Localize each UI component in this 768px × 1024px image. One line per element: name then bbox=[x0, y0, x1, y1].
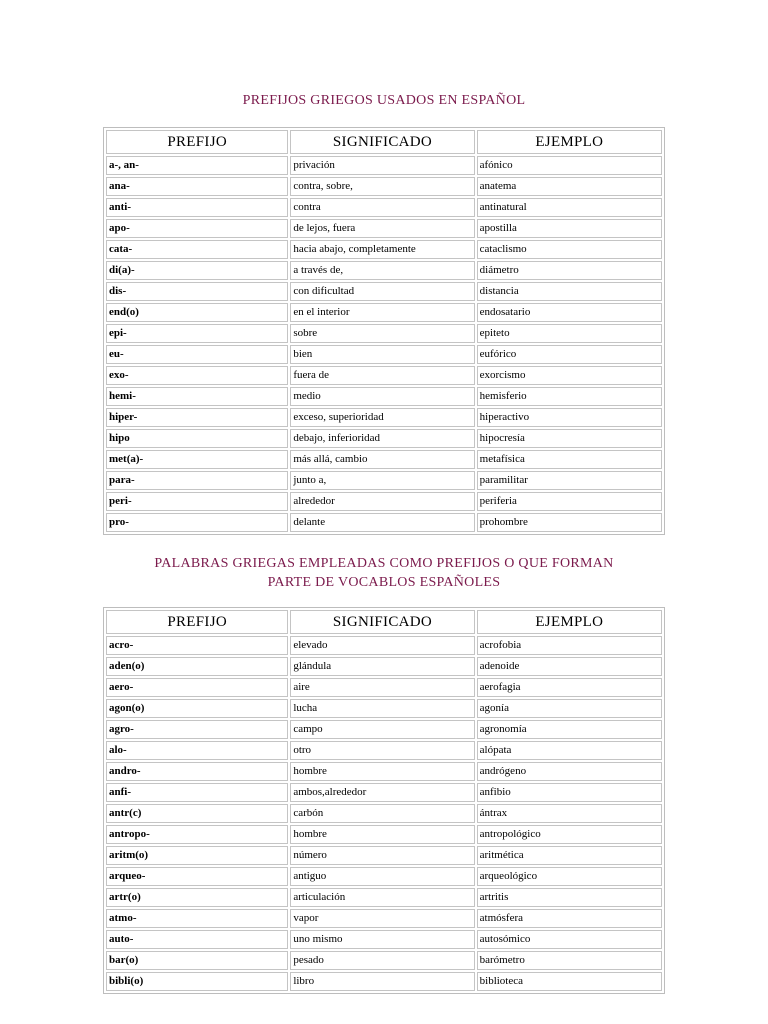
cell-significado: hombre bbox=[290, 762, 474, 781]
cell-ejemplo: paramilitar bbox=[477, 471, 662, 490]
cell-ejemplo: cataclismo bbox=[477, 240, 662, 259]
table-row bbox=[106, 366, 662, 385]
cell-ejemplo: agonía bbox=[477, 699, 662, 718]
cell-prefijo: para- bbox=[106, 471, 288, 490]
table-row bbox=[106, 198, 662, 217]
cell-significado: debajo, inferioridad bbox=[290, 429, 474, 448]
cell-significado: uno mismo bbox=[290, 930, 474, 949]
cell-prefijo: epi- bbox=[106, 324, 288, 343]
cell-significado: con dificultad bbox=[290, 282, 474, 301]
cell-ejemplo: aerofagia bbox=[477, 678, 662, 697]
table-row bbox=[106, 303, 662, 322]
table-row bbox=[106, 825, 662, 844]
cell-ejemplo: adenoide bbox=[477, 657, 662, 676]
cell-prefijo: a-, an- bbox=[106, 156, 288, 175]
cell-ejemplo: distancia bbox=[477, 282, 662, 301]
table-row bbox=[106, 492, 662, 511]
cell-significado: hacia abajo, completamente bbox=[290, 240, 474, 259]
cell-prefijo: antropo- bbox=[106, 825, 288, 844]
table-row bbox=[106, 156, 662, 175]
table-row bbox=[106, 636, 662, 655]
cell-significado: bien bbox=[290, 345, 474, 364]
table-row bbox=[106, 762, 662, 781]
cell-ejemplo: metafísica bbox=[477, 450, 662, 469]
table-row bbox=[106, 177, 662, 196]
header-significado: SIGNIFICADO bbox=[290, 610, 474, 634]
cell-significado: antiguo bbox=[290, 867, 474, 886]
table-row bbox=[106, 972, 662, 991]
cell-ejemplo: biblioteca bbox=[477, 972, 662, 991]
cell-ejemplo: antropológico bbox=[477, 825, 662, 844]
cell-prefijo: peri- bbox=[106, 492, 288, 511]
cell-ejemplo: hipocresía bbox=[477, 429, 662, 448]
cell-ejemplo: antinatural bbox=[477, 198, 662, 217]
cell-prefijo: hipo bbox=[106, 429, 288, 448]
cell-significado: medio bbox=[290, 387, 474, 406]
header-ejemplo: EJEMPLO bbox=[477, 610, 662, 634]
cell-significado: elevado bbox=[290, 636, 474, 655]
cell-significado: privación bbox=[290, 156, 474, 175]
cell-significado: pesado bbox=[290, 951, 474, 970]
cell-significado: hombre bbox=[290, 825, 474, 844]
table-body bbox=[106, 636, 662, 991]
cell-ejemplo: hemisferio bbox=[477, 387, 662, 406]
cell-ejemplo: anfibio bbox=[477, 783, 662, 802]
header-significado: SIGNIFICADO bbox=[290, 130, 474, 154]
cell-significado: sobre bbox=[290, 324, 474, 343]
cell-prefijo: dis- bbox=[106, 282, 288, 301]
section2-title-line2: PARTE DE VOCABLOS ESPAÑOLES bbox=[267, 575, 501, 590]
cell-significado: contra bbox=[290, 198, 474, 217]
cell-significado: carbón bbox=[290, 804, 474, 823]
header-ejemplo: EJEMPLO bbox=[477, 130, 662, 154]
cell-prefijo: end(o) bbox=[106, 303, 288, 322]
cell-prefijo: met(a)- bbox=[106, 450, 288, 469]
cell-ejemplo: acrofobia bbox=[477, 636, 662, 655]
cell-prefijo: exo- bbox=[106, 366, 288, 385]
section2-title bbox=[0, 554, 768, 592]
table-row bbox=[106, 741, 662, 760]
cell-significado: de lejos, fuera bbox=[290, 219, 474, 238]
cell-significado: en el interior bbox=[290, 303, 474, 322]
cell-prefijo: aero- bbox=[106, 678, 288, 697]
table-row bbox=[106, 888, 662, 907]
cell-prefijo: apo- bbox=[106, 219, 288, 238]
cell-ejemplo: atmósfera bbox=[477, 909, 662, 928]
cell-significado: libro bbox=[290, 972, 474, 991]
cell-ejemplo: andrógeno bbox=[477, 762, 662, 781]
cell-significado: campo bbox=[290, 720, 474, 739]
cell-ejemplo: barómetro bbox=[477, 951, 662, 970]
cell-significado: lucha bbox=[290, 699, 474, 718]
cell-ejemplo: apostilla bbox=[477, 219, 662, 238]
cell-ejemplo: ántrax bbox=[477, 804, 662, 823]
cell-ejemplo: anatema bbox=[477, 177, 662, 196]
cell-prefijo: eu- bbox=[106, 345, 288, 364]
table-row bbox=[106, 345, 662, 364]
cell-significado: aire bbox=[290, 678, 474, 697]
section2-title-line1: PALABRAS GRIEGAS EMPLEADAS COMO PREFIJOS O QUE FORMAN bbox=[154, 556, 614, 571]
table-row bbox=[106, 324, 662, 343]
cell-significado: número bbox=[290, 846, 474, 865]
cell-prefijo: hiper- bbox=[106, 408, 288, 427]
cell-significado: junto a, bbox=[290, 471, 474, 490]
cell-significado: fuera de bbox=[290, 366, 474, 385]
table-header-row bbox=[106, 610, 662, 634]
cell-prefijo: anfi- bbox=[106, 783, 288, 802]
cell-ejemplo: epiteto bbox=[477, 324, 662, 343]
cell-ejemplo: agronomía bbox=[477, 720, 662, 739]
cell-ejemplo: afónico bbox=[477, 156, 662, 175]
cell-prefijo: aritm(o) bbox=[106, 846, 288, 865]
table-row bbox=[106, 261, 662, 280]
cell-significado: a través de, bbox=[290, 261, 474, 280]
cell-ejemplo: hiperactivo bbox=[477, 408, 662, 427]
cell-prefijo: cata- bbox=[106, 240, 288, 259]
table-row bbox=[106, 429, 662, 448]
cell-ejemplo: artritis bbox=[477, 888, 662, 907]
cell-prefijo: acro- bbox=[106, 636, 288, 655]
cell-ejemplo: alópata bbox=[477, 741, 662, 760]
cell-significado: exceso, superioridad bbox=[290, 408, 474, 427]
cell-ejemplo: autosómico bbox=[477, 930, 662, 949]
cell-significado: contra, sobre, bbox=[290, 177, 474, 196]
greek-words-prefixes-table bbox=[103, 607, 665, 994]
cell-significado: más allá, cambio bbox=[290, 450, 474, 469]
cell-prefijo: anti- bbox=[106, 198, 288, 217]
cell-ejemplo: periferia bbox=[477, 492, 662, 511]
table-body bbox=[106, 156, 662, 532]
cell-ejemplo: diámetro bbox=[477, 261, 662, 280]
table-row bbox=[106, 471, 662, 490]
table-row bbox=[106, 450, 662, 469]
cell-significado: glándula bbox=[290, 657, 474, 676]
cell-prefijo: atmo- bbox=[106, 909, 288, 928]
table-row bbox=[106, 513, 662, 532]
cell-prefijo: aden(o) bbox=[106, 657, 288, 676]
cell-prefijo: hemi- bbox=[106, 387, 288, 406]
cell-prefijo: alo- bbox=[106, 741, 288, 760]
cell-prefijo: auto- bbox=[106, 930, 288, 949]
section1-title: PREFIJOS GRIEGOS USADOS EN ESPAÑOL bbox=[242, 93, 526, 108]
cell-ejemplo: aritmética bbox=[477, 846, 662, 865]
cell-ejemplo: endosatario bbox=[477, 303, 662, 322]
table-row bbox=[106, 720, 662, 739]
table-row bbox=[106, 678, 662, 697]
table-row bbox=[106, 219, 662, 238]
table-row bbox=[106, 783, 662, 802]
cell-significado: ambos,alrededor bbox=[290, 783, 474, 802]
table-row bbox=[106, 867, 662, 886]
cell-significado: vapor bbox=[290, 909, 474, 928]
table-row bbox=[106, 408, 662, 427]
table-header-row bbox=[106, 130, 662, 154]
cell-ejemplo: arqueológico bbox=[477, 867, 662, 886]
greek-prefixes-table bbox=[103, 127, 665, 535]
table-row bbox=[106, 930, 662, 949]
table-row bbox=[106, 846, 662, 865]
table-row bbox=[106, 699, 662, 718]
cell-prefijo: pro- bbox=[106, 513, 288, 532]
cell-prefijo: agro- bbox=[106, 720, 288, 739]
cell-significado: articulación bbox=[290, 888, 474, 907]
cell-prefijo: bar(o) bbox=[106, 951, 288, 970]
cell-significado: alrededor bbox=[290, 492, 474, 511]
header-prefijo: PREFIJO bbox=[106, 610, 288, 634]
cell-prefijo: andro- bbox=[106, 762, 288, 781]
cell-ejemplo: eufórico bbox=[477, 345, 662, 364]
table-row bbox=[106, 387, 662, 406]
cell-ejemplo: exorcismo bbox=[477, 366, 662, 385]
table-row bbox=[106, 951, 662, 970]
cell-significado: otro bbox=[290, 741, 474, 760]
table-row bbox=[106, 909, 662, 928]
cell-prefijo: bibli(o) bbox=[106, 972, 288, 991]
table-row bbox=[106, 657, 662, 676]
cell-ejemplo: prohombre bbox=[477, 513, 662, 532]
cell-prefijo: di(a)- bbox=[106, 261, 288, 280]
cell-prefijo: arqueo- bbox=[106, 867, 288, 886]
cell-significado: delante bbox=[290, 513, 474, 532]
header-prefijo: PREFIJO bbox=[106, 130, 288, 154]
cell-prefijo: ana- bbox=[106, 177, 288, 196]
table-row bbox=[106, 804, 662, 823]
cell-prefijo: antr(c) bbox=[106, 804, 288, 823]
cell-prefijo: agon(o) bbox=[106, 699, 288, 718]
cell-prefijo: artr(o) bbox=[106, 888, 288, 907]
table-row bbox=[106, 240, 662, 259]
table-row bbox=[106, 282, 662, 301]
